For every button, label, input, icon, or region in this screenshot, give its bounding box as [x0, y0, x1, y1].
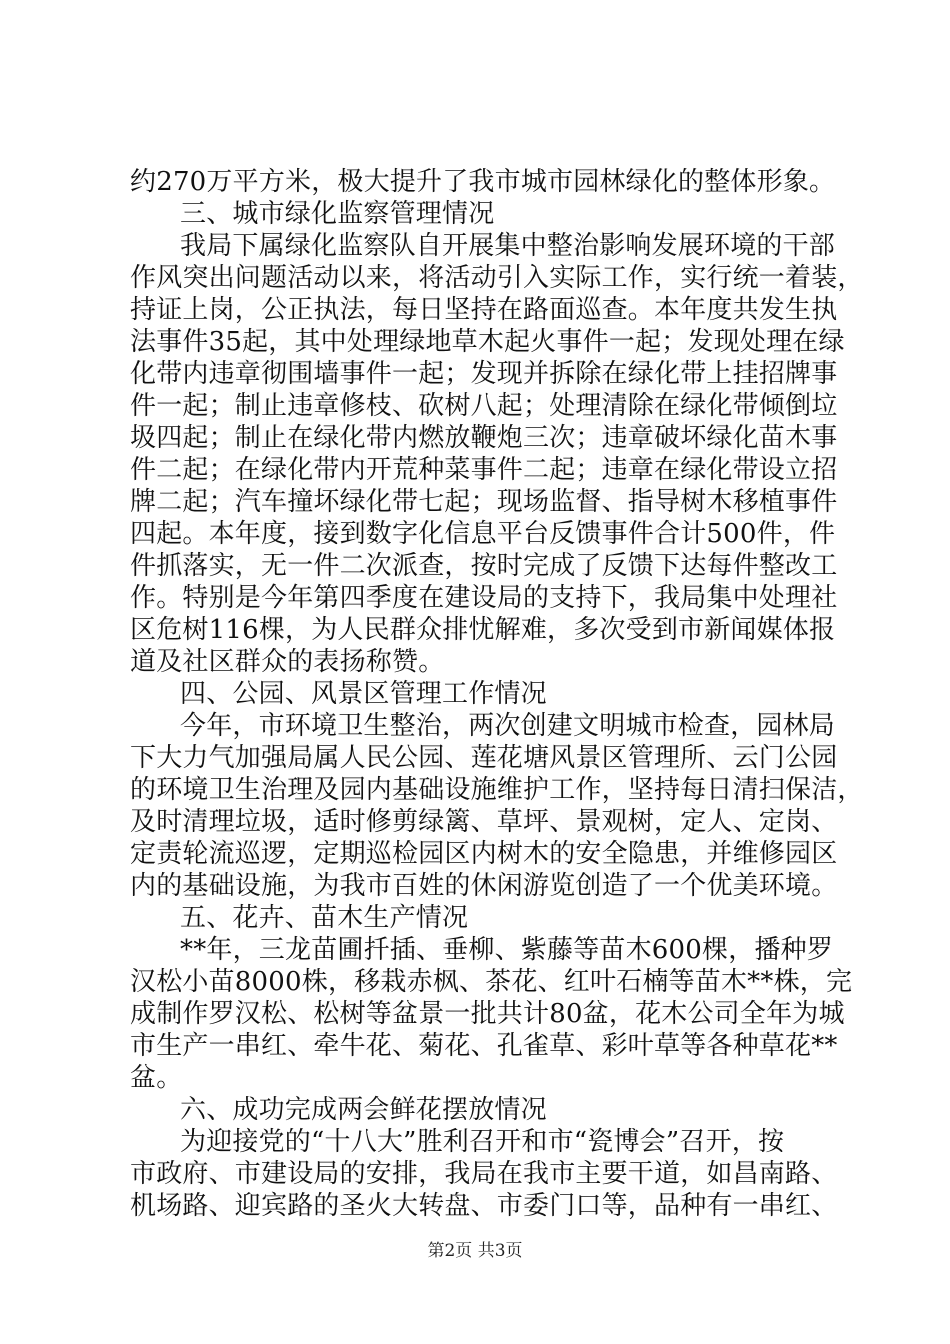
paragraph-line: 机场路、迎宾路的圣火大转盘、市委门口等，品种有一串红、	[130, 1191, 838, 1221]
paragraph-line: 区危树116棵，为人民群众排忧解难，多次受到市新闻媒体报	[130, 615, 836, 645]
section-heading: 三、城市绿化监察管理情况	[180, 199, 495, 229]
section-heading: 六、成功完成两会鲜花摆放情况	[180, 1095, 547, 1125]
paragraph-line: 持证上岗，公正执法，每日坚持在路面巡查。本年度共发生执	[130, 295, 838, 325]
paragraph-line: 作。特别是今年第四季度在建设局的支持下，我局集中处理社	[130, 583, 838, 613]
paragraph-line: 汉松小苗8000株，移栽赤枫、茶花、红叶石楠等苗木**株，完	[130, 967, 853, 997]
paragraph-line: 件一起；制止违章修枝、砍树八起；处理清除在绿化带倾倒垃	[130, 391, 838, 421]
paragraph-line: 牌二起；汽车撞坏绿化带七起；现场监督、指导树木移植事件	[130, 487, 838, 517]
paragraph-line: 作风突出问题活动以来，将活动引入实际工作，实行统一着装，	[130, 263, 864, 293]
page-footer: 第2页 共3页	[427, 1241, 523, 1261]
paragraph-line: 及时清理垃圾，适时修剪绿篱、草坪、景观树，定人、定岗、	[130, 807, 838, 837]
paragraph-line: 市生产一串红、牵牛花、菊花、孔雀草、彩叶草等各种草花**	[130, 1031, 838, 1061]
paragraph-line: 盆。	[130, 1063, 183, 1093]
paragraph-line: 下大力气加强局属人民公园、莲花塘风景区管理所、云门公园	[130, 743, 838, 773]
paragraph-line: 法事件35起，其中处理绿地草木起火事件一起；发现处理在绿	[130, 327, 845, 357]
paragraph-line: 道及社区群众的表扬称赞。	[130, 647, 445, 677]
paragraph-line: 四起。本年度，接到数字化信息平台反馈事件合计500件，件	[130, 519, 836, 549]
paragraph-line: **年，三龙苗圃扦插、垂柳、紫藤等苗木600棵，播种罗	[180, 935, 834, 965]
paragraph-line: 化带内违章彻围墙事件一起；发现并拆除在绿化带上挂招牌事	[130, 359, 838, 389]
paragraph-line: 成制作罗汉松、松树等盆景一批共计80盆，花木公司全年为城	[130, 999, 845, 1029]
paragraph-line: 件二起；在绿化带内开荒种菜事件二起；违章在绿化带设立招	[130, 455, 838, 485]
paragraph-line: 圾四起；制止在绿化带内燃放鞭炮三次；违章破坏绿化苗木事	[130, 423, 838, 453]
paragraph-line: 市政府、市建设局的安排，我局在我市主要干道，如昌南路、	[130, 1159, 838, 1189]
section-heading: 五、花卉、苗木生产情况	[180, 903, 469, 933]
paragraph-line: 内的基础设施，为我市百姓的休闲游览创造了一个优美环境。	[130, 871, 838, 901]
paragraph-line: 件抓落实，无一件二次派查，按时完成了反馈下达每件整改工	[130, 551, 838, 581]
paragraph-line: 今年，市环境卫生整治，两次创建文明城市检查，园林局	[180, 711, 836, 741]
paragraph-line: 为迎接党的“十八大”胜利召开和市“瓷博会”召开，按	[180, 1127, 785, 1157]
paragraph-line: 的环境卫生治理及园内基础设施维护工作，坚持每日清扫保洁，	[130, 775, 864, 805]
section-heading: 四、公园、风景区管理工作情况	[180, 679, 547, 709]
paragraph-line: 我局下属绿化监察队自开展集中整治影响发展环境的干部	[180, 231, 836, 261]
paragraph-line: 约270万平方米，极大提升了我市城市园林绿化的整体形象。	[130, 167, 836, 197]
paragraph-line: 定责轮流巡逻，定期巡检园区内树木的安全隐患，并维修园区	[130, 839, 838, 869]
